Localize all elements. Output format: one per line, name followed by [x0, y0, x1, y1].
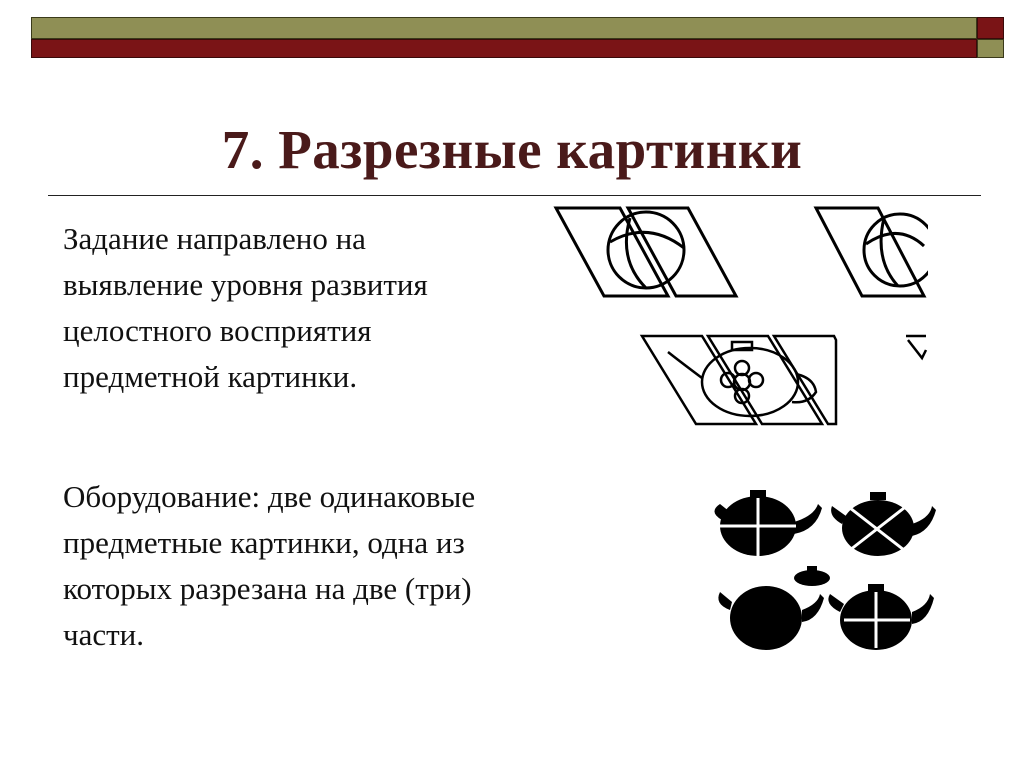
- header-bar-olive: [31, 17, 977, 39]
- header-corner-maroon: [977, 17, 1004, 39]
- header-bar-maroon: [31, 39, 977, 58]
- header-corner-olive: [977, 39, 1004, 58]
- cut-ball-illustration: [548, 200, 928, 305]
- equipment-description: Оборудование: две одинаковые предметные картинки, одна из которых разрезана на две (три) части.: [63, 479, 476, 652]
- cut-teapot-illustration: [638, 330, 928, 430]
- slide-title: 7. Разрезные картинки: [221, 119, 803, 180]
- teapot-silhouettes-illustration: [704, 486, 938, 658]
- title-underline: [48, 195, 981, 196]
- task-description: Задание направлено на выявление уровня развития целостного восприятия предметной картинки.: [63, 221, 428, 394]
